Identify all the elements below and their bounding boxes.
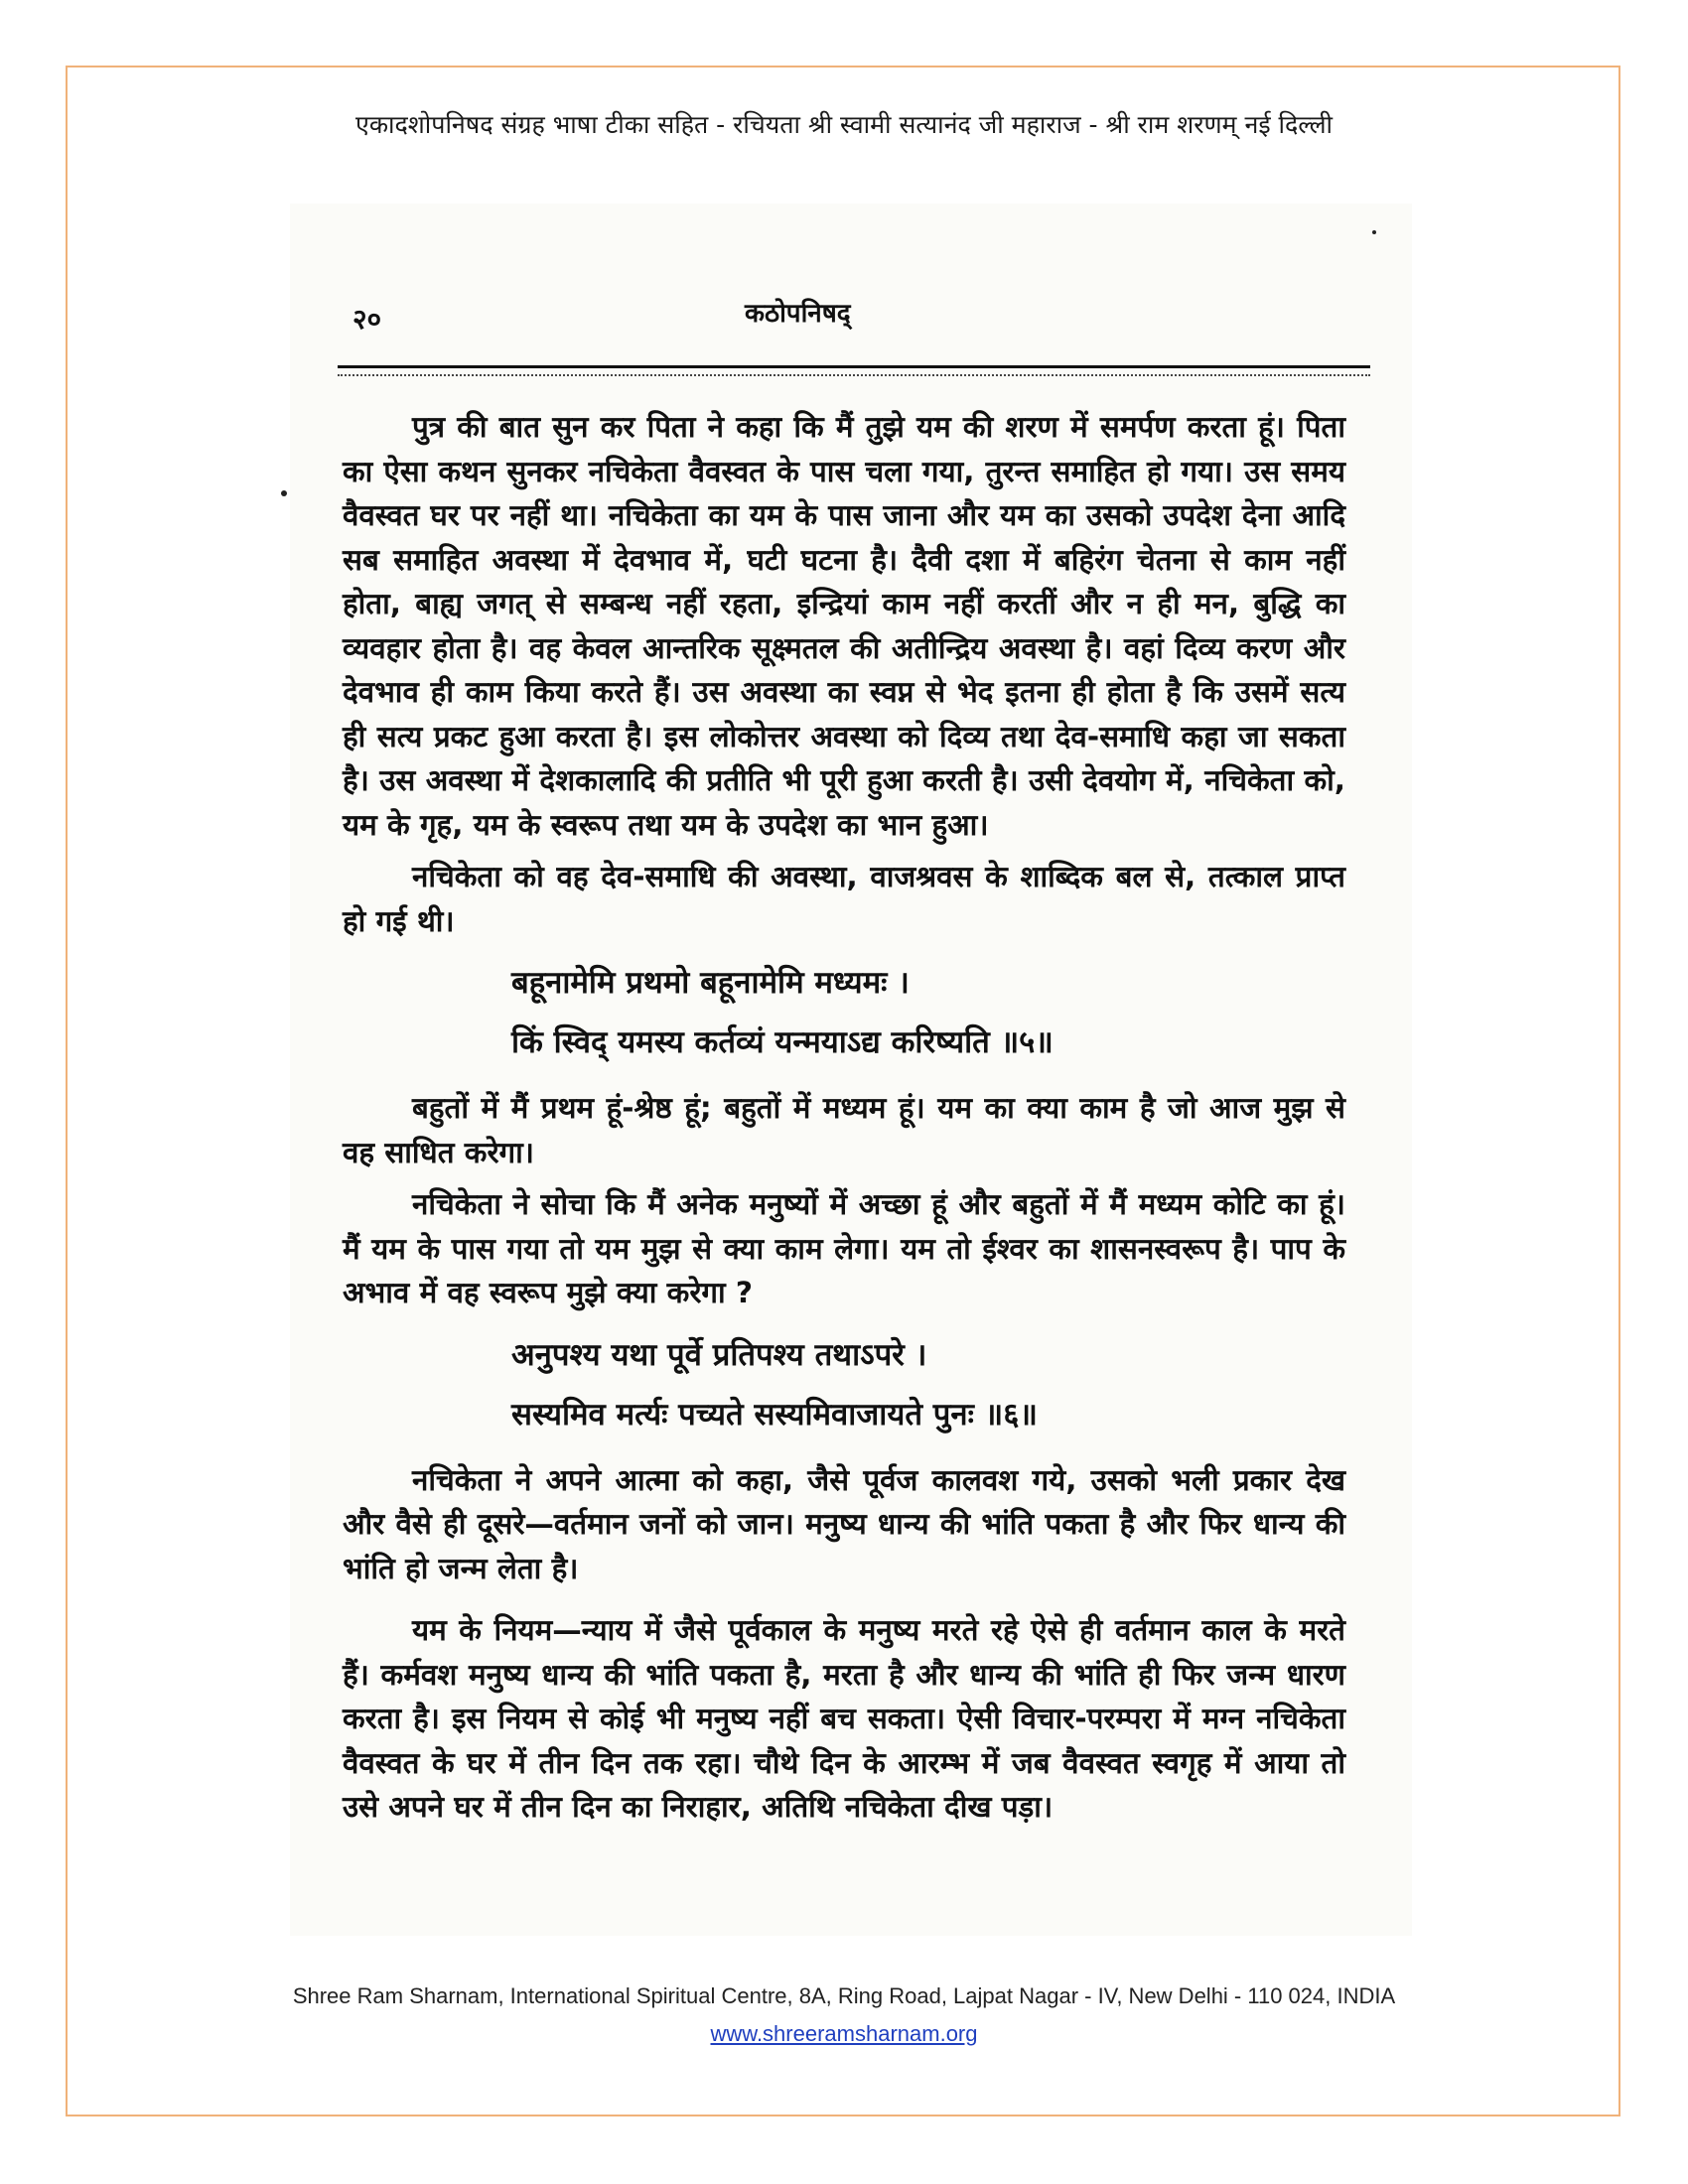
header-rule — [338, 365, 1370, 368]
paragraph: यम के नियम—न्याय में जैसे पूर्वकाल के मनुष्य मरते रहे ऐसे ही वर्तमान काल के मरते हैं। कर्मवश मनुष्य धान्य की भांति पकता है, मरता है और धान्य की भांति ही फिर जन्म धारण करता है। इस नियम से कोई भी मनुष्य नहीं बच सकता। ऐसी विचार-परम्परा में मग्न नचिकेता वैवस्वत के घर में तीन दिन तक रहा। चौथे दिन के आरम्भ में जब वैवस्वत स्वगृह में आया तो उसे अपने घर में तीन दिन का निराहार, अतिथि नचिकेता दीख पड़ा। — [343, 1613, 1345, 1824]
website-link[interactable]: www.shreeramsharnam.org — [710, 2021, 978, 2046]
running-header: एकादशोपनिषद संग्रह भाषा टीका सहित - रचियता श्री स्वामी सत्यानंद जी महाराज - श्री राम शरणम् नई दिल्ली — [355, 110, 1333, 139]
page-number: २० — [352, 303, 382, 336]
scan-speck — [281, 490, 287, 496]
verse-5 — [511, 953, 1345, 1072]
paragraph: बहुतों में मैं प्रथम हूं-श्रेष्ठ हूं; बहुतों में मध्यम हूं। यम का क्या काम है जो आज मुझ से वह साधित करेगा। — [343, 1091, 1345, 1169]
verse-line: किं स्विद् यमस्य कर्तव्यं यन्मयाऽद्य करिष्यति ॥५॥ — [511, 1024, 1054, 1060]
page-body — [343, 405, 1345, 1830]
paragraph: नचिकेता ने सोचा कि मैं अनेक मनुष्यों में अच्छा हूं और बहुतों में मैं मध्यम कोटि का हूं। मैं यम के पास गया तो यम मुझ से क्या काम लेगा। यम तो ईश्वर का शासनस्वरूप है। पाप के अभाव में वह स्वरूप मुझे क्या करेगा ? — [343, 1187, 1345, 1309]
verse-6 — [511, 1325, 1345, 1444]
footer-address: Shree Ram Sharnam, International Spiritual Centre, 8A, Ring Road, Lajpat Nagar - IV, New Delhi - 110 024, INDIA — [292, 1983, 1396, 2008]
header-dotted-rule — [338, 374, 1370, 376]
page-title: कठोपनिषद् — [745, 299, 851, 329]
paragraph: नचिकेता को वह देव-समाधि की अवस्था, वाजश्रवस के शाब्दिक बल से, तत्काल प्राप्त हो गई थी। — [343, 860, 1345, 938]
verse-line: अनुपश्य यथा पूर्वे प्रतिपश्य तथाऽपरे । — [511, 1336, 927, 1373]
paragraph: पुत्र की बात सुन कर पिता ने कहा कि मैं तुझे यम की शरण में समर्पण करता हूं। पिता का ऐसा कथन सुनकर नचिकेता वैवस्वत के पास चला गया, तुरन्त समाहित हो गया। उस समय वैवस्वत घर पर नहीं था। नचिकेता का यम के पास जाना और यम का उसको उपदेश देना आदि सब समाहित अवस्था में देवभाव में, घटी घटना है। दैवी दशा में बहिरंग चेतना से काम नहीं होता, बाह्य जगत् से सम्बन्ध नहीं रहता, इन्द्रियां काम नहीं करतीं और न ही मन, बुद्धि का व्यवहार होता है। वह केवल आन्तरिक सूक्ष्मतल की अतीन्द्रिय अवस्था है। वहां दिव्य करण और देवभाव ही काम किया करते हैं। उस अवस्था का स्वप्न से भेद इतना ही होता है कि उसमें सत्य ही सत्य प्रकट हुआ करता है। इस लोकोत्तर अवस्था को दिव्य तथा देव-समाधि कहा जा सकता है। उस अवस्था में देशकालादि की प्रतीति भी पूरी हुआ करती है। उसी देवयोग में, नचिकेता को, यम के गृह, यम के स्वरूप तथा यम के उपदेश का भान हुआ। — [343, 410, 1345, 842]
verse-line: बहूनामेमि प्रथमो बहूनामेमि मध्यमः । — [511, 965, 910, 1001]
verse-line: सस्यमिव मर्त्यः पच्यते सस्यमिवाजायते पुनः ॥६॥ — [511, 1396, 1038, 1433]
scan-speck — [1372, 230, 1376, 234]
paragraph: नचिकेता ने अपने आत्मा को कहा, जैसे पूर्वज कालवश गये, उसको भली प्रकार देख और वैसे ही दूसरे—वर्तमान जनों को जान। मनुष्य धान्य की भांति पकता है और फिर धान्य की भांति हो जन्म लेता है। — [343, 1462, 1345, 1585]
